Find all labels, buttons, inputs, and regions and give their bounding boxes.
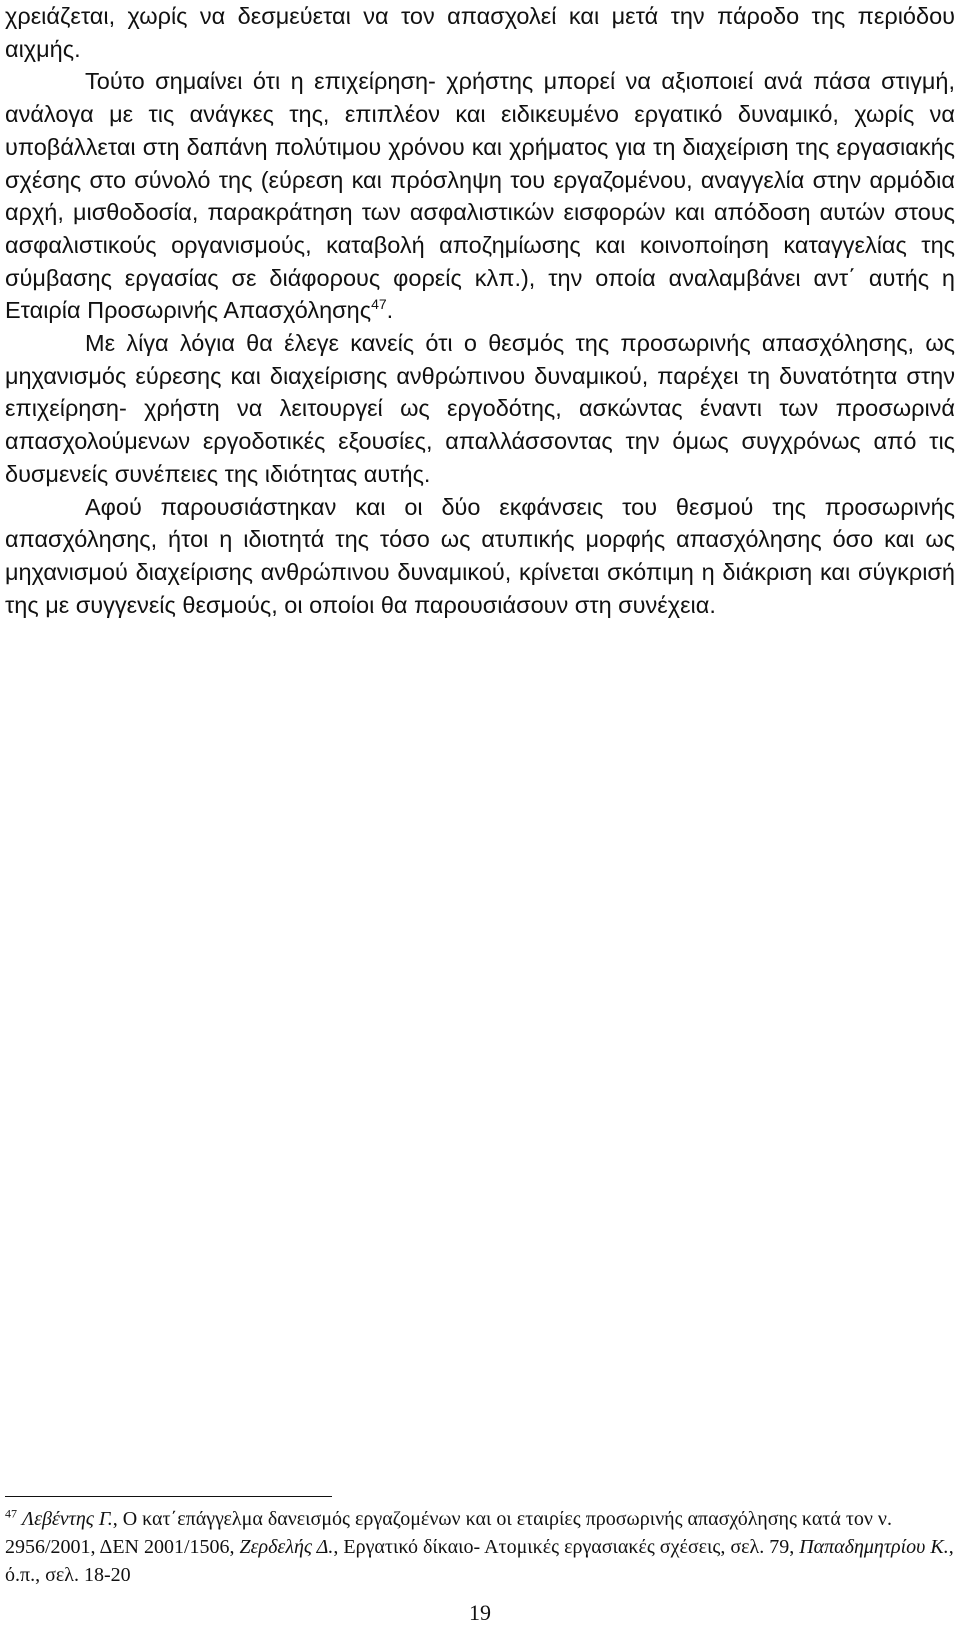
paragraph-4 [5,491,955,622]
footnote-text: , Ο κατ΄επάγγελμα δανεισμός εργαζομένων και οι εταιρίες προσωρινής απασχόλησης κατά τον ν. 2956/2001, ΔΕΝ 2001/1506, [5,1508,892,1558]
footnote-reference[interactable]: 47 [371,296,387,313]
footnote-47 [5,1505,955,1589]
paragraph-end: . [386,297,394,324]
page-number: 19 [469,1600,491,1625]
paragraph-text: Τούτο σημαίνει ότι η επιχείρηση- χρήστης μπορεί να αξιοποιεί ανά πάσα στιγμή, ανάλογα με τις ανάγκες της, επιπλέον και ειδικευμένο εργατικό δυναμικό, χωρίς να υποβάλλεται στη δαπάνη πολύτιμου χρόνου και χρήματος για τη διαχείριση της εργασιακής σχέσης στο σύνολό της (εύρεση και πρόσληψη του εργαζομένου, αναγγελία στην αρμόδια αρχή, μισθοδοσία, παρακράτηση των ασφαλιστικών εισφορών και απόδοση αυτών στους ασφαλιστικούς οργανισμούς, καταβολή αποζημίωσης και κοινοποίηση καταγγελίας της σύμβασης εργασίας σε διάφορους φορείς κλπ.), την οποία αναλαμβάνει αντ΄ αυτής η Εταιρία Προσωρινής Απασχόλησης [5,68,955,324]
paragraph-text: χρειάζεται, χωρίς να δεσμεύεται να τον απασχολεί και μετά την πάροδο της περιόδου αιχμής. [5,3,955,62]
document-page [5,0,955,1643]
paragraph-text: Αφού παρουσιάστηκαν και οι δύο εκφάνσεις του θεσμού της προσωρινής απασχόλησης, ήτοι η ιδιοτητά της τόσο ως ατυπικής μορφής απασχόλησης όσο και ως μηχανισμού διαχείρισης ανθρώπινου δυναμικού, κρίνεται σκόπιμη η διάκριση και σύγκρισή της με συγγενείς θεσμούς, οι οποίοι θα παρουσιάσουν στη συνέχεια. [5,493,955,618]
paragraph-3 [5,327,955,491]
paragraph-text: Με λίγα λόγια θα έλεγε κανείς ότι ο θεσμός της προσωρινής απασχόλησης, ως μηχανισμός εύρεσης και διαχείρισης ανθρώπινου δυναμικού, παρέχει τη δυνατότητα στην επιχείρηση- χρήστη να λειτουργεί ως εργοδότης, ασκώντας έναντι των προσωρινά απασχολούμενων εργοδοτικές εξουσίες, απαλλάσσοντας την όμως συγχρόνως από τις δυσμενείς συνέπειες της ιδιότητας αυτής. [5,330,955,487]
footnote-text: , Εργατικό δίκαιο- Ατομικές εργασιακές σχέσεις, σελ. 79, [333,1536,800,1558]
paragraph-continuation [5,0,955,65]
footnote-number: 47 [5,1506,17,1521]
footnote-text: , ό.π., σελ. 18-20 [5,1536,954,1586]
footnote-author: Ζερδελής Δ. [239,1536,334,1558]
footnote-separator [5,1496,332,1497]
paragraph-2 [5,65,955,327]
footnote-author: Παπαδημητρίου Κ. [799,1536,949,1558]
footnote-author: Λεβέντης Γ. [22,1508,113,1530]
body-text [5,0,955,621]
